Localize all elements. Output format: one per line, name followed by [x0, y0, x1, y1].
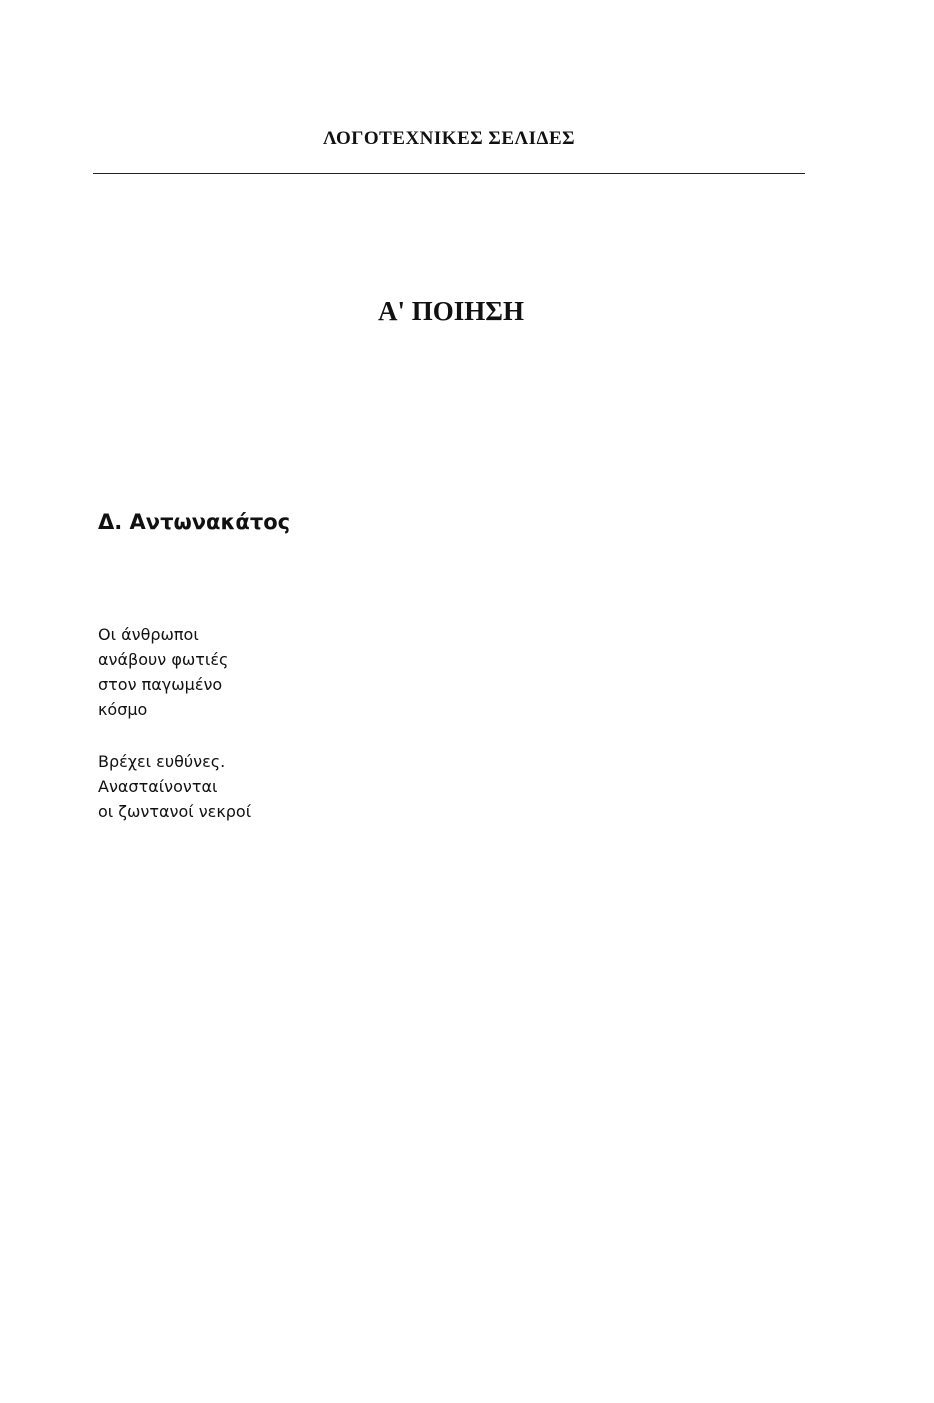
poem-line: Ανασταίνονται	[98, 777, 218, 796]
poem-stanza	[98, 749, 251, 824]
poem-line: στον παγωμένο	[98, 675, 223, 694]
section-title: Α' ΠΟΙΗΣΗ	[378, 296, 524, 326]
poem-line: Βρέχει ευθύνες.	[98, 752, 226, 771]
poem-body	[98, 622, 251, 851]
poem-stanza	[98, 622, 251, 722]
poem-line: ανάβουν φωτιές	[98, 650, 229, 669]
poem-line: οι ζωντανοί νεκροί	[98, 802, 252, 821]
running-head: ΛΟΓΟΤΕΧΝΙΚΕΣ ΣΕΛΙΔΕΣ	[322, 128, 576, 149]
header-rule	[93, 173, 805, 174]
poem-line: κόσμο	[98, 700, 148, 719]
poem-author: Δ. Αντωνακάτος	[98, 510, 291, 534]
poem-line: Οι άνθρωποι	[98, 625, 199, 644]
